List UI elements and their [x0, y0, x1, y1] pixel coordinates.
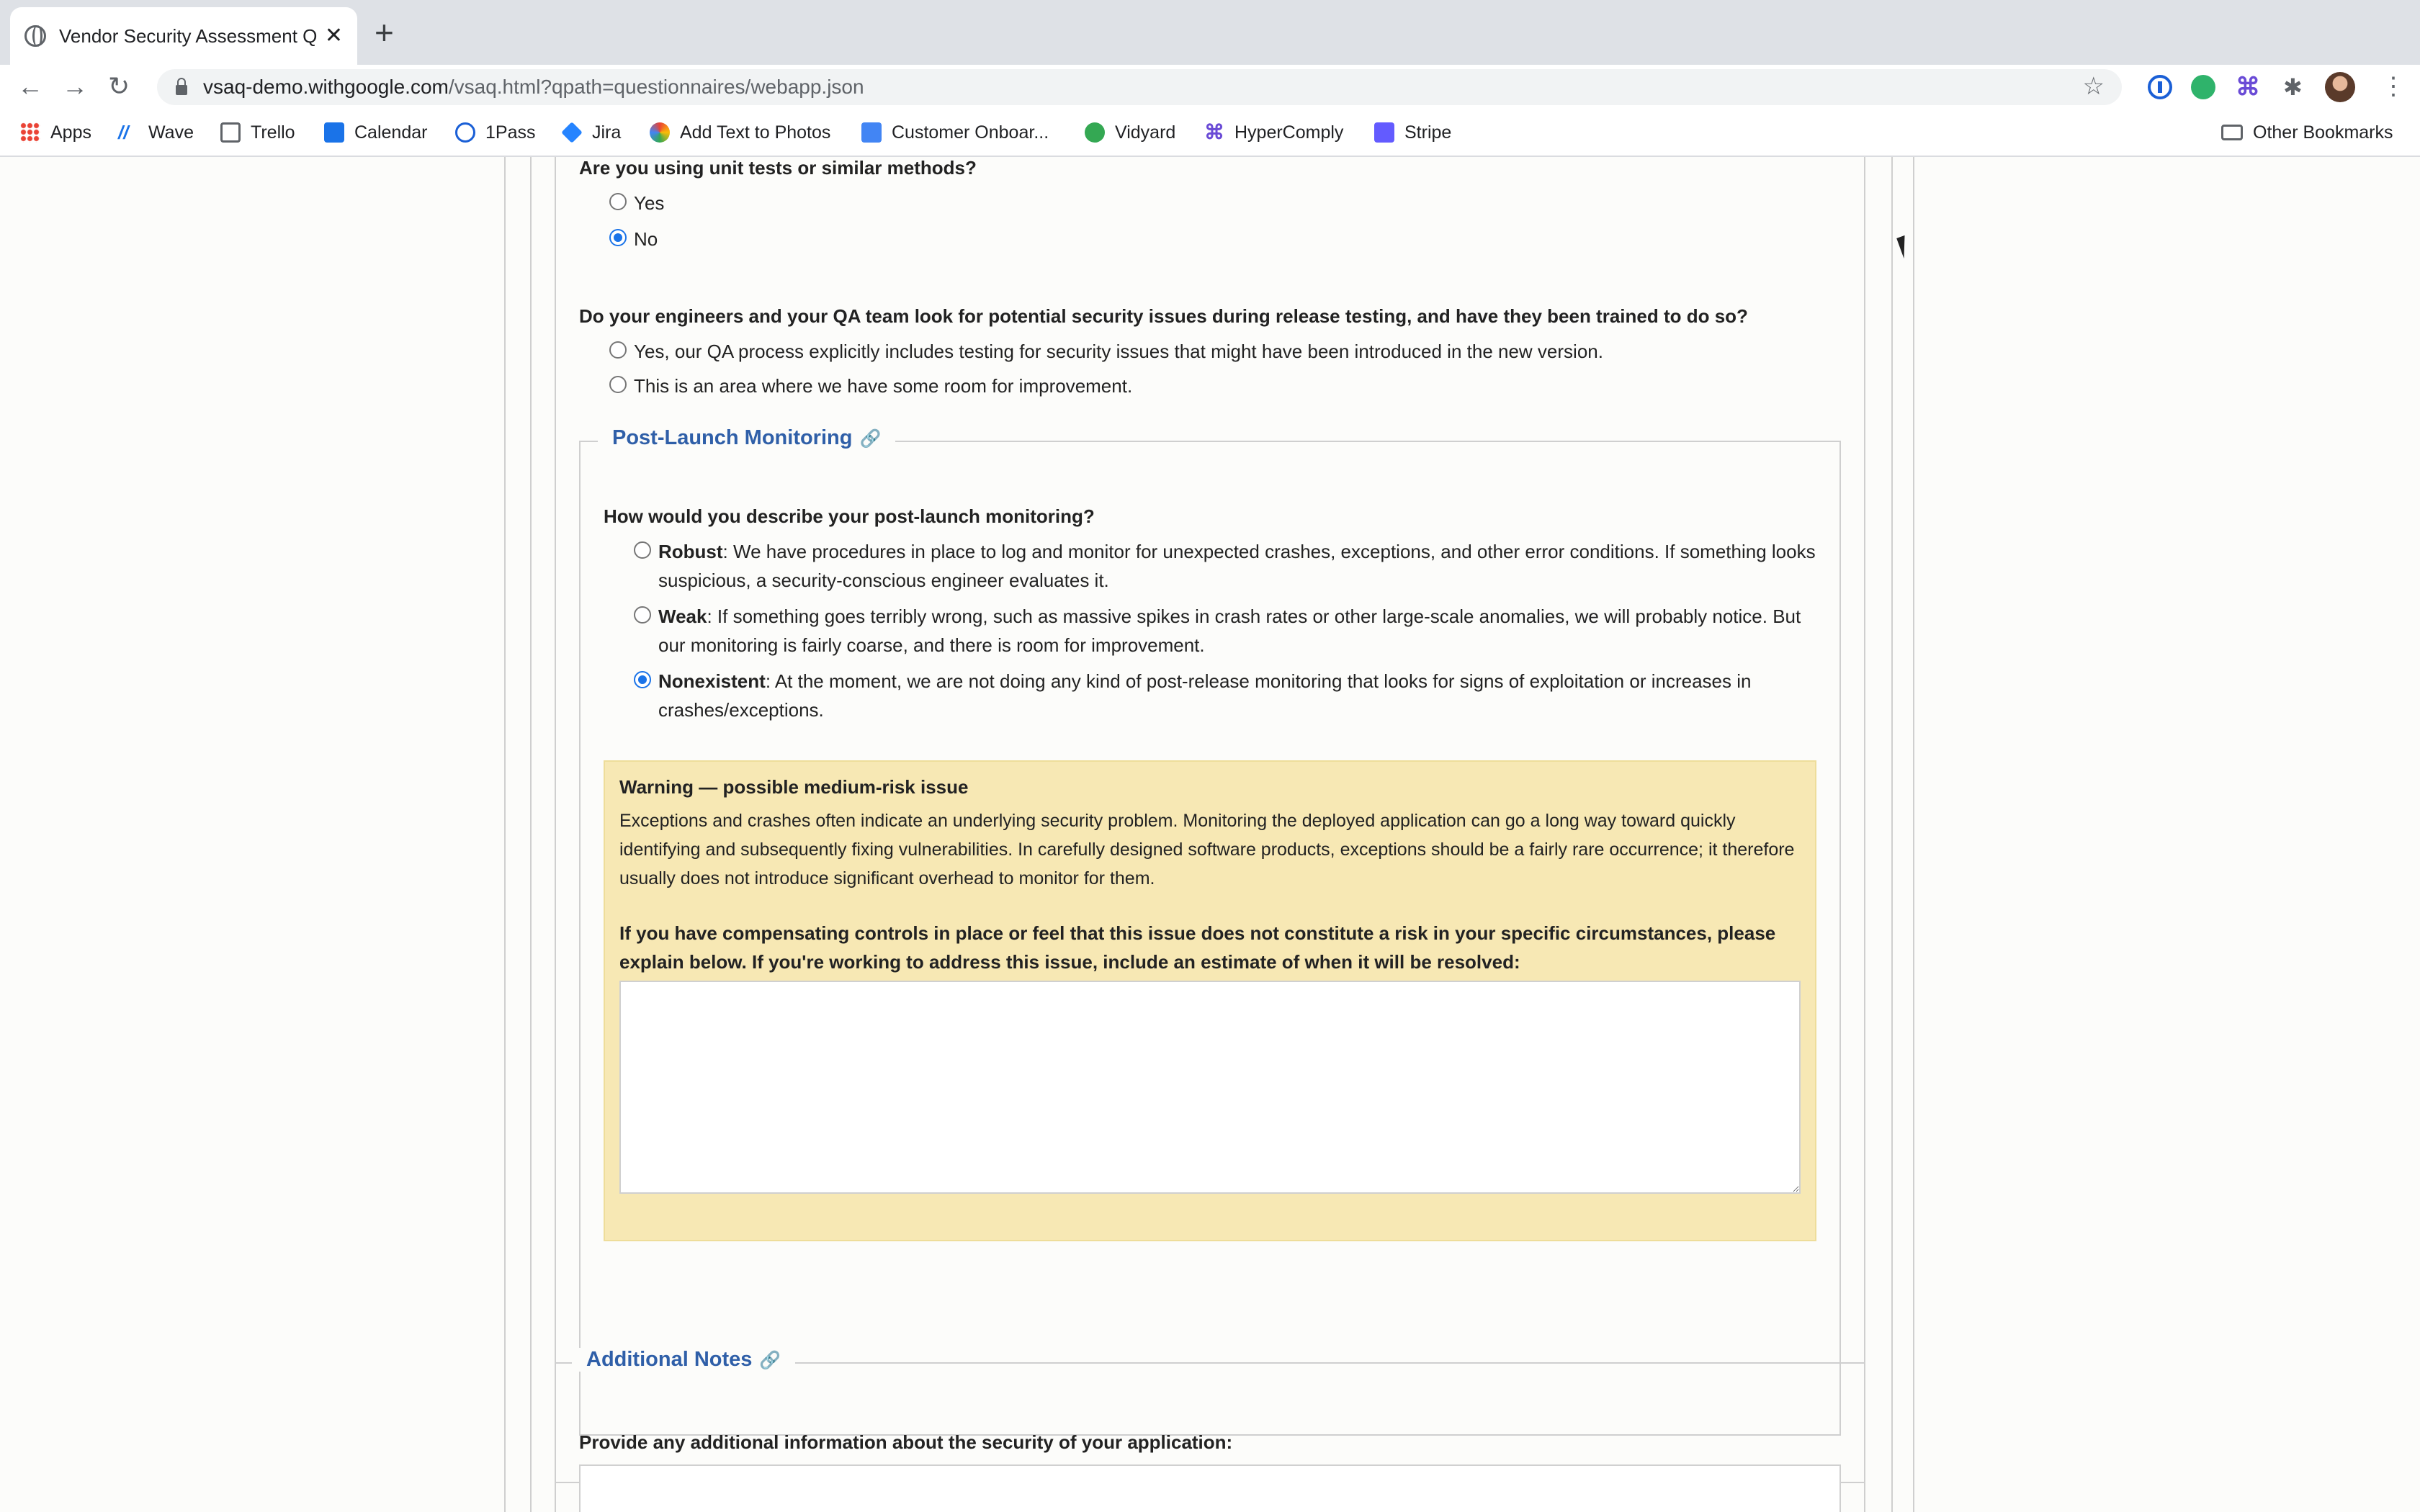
- browser-tab-active[interactable]: [10, 7, 357, 65]
- green-extension-icon[interactable]: [2191, 75, 2215, 99]
- address-bar[interactable]: [157, 69, 2122, 105]
- 1password-icon: [455, 122, 475, 143]
- question-qa-security: Do your engineers and your QA team look for potential security issues during release testing, and have they been trained to do so?: [579, 305, 1748, 327]
- option-qa-yes[interactable]: [609, 337, 1603, 366]
- warning-title: Warning — possible medium-risk issue: [619, 776, 969, 798]
- hypercomply-extension-icon[interactable]: ⌘: [2236, 73, 2260, 101]
- trello-icon: [220, 122, 241, 143]
- radio-robust[interactable]: [634, 541, 651, 559]
- bookmark-add-text[interactable]: [650, 118, 830, 147]
- wave-icon: //: [118, 122, 129, 143]
- bookmark-vidyard[interactable]: [1085, 118, 1175, 147]
- url-text[interactable]: [203, 76, 864, 99]
- additional-notes-textarea[interactable]: [579, 1464, 1841, 1512]
- option-robust-desc: : We have procedures in place to log and monitor for unexpected crashes, exceptions, and other error conditions. If something looks suspicious, a security-conscious engineer evaluates it.: [658, 541, 1816, 591]
- bookmark-label: Add Text to Photos: [680, 122, 831, 143]
- page-border-left: [504, 157, 506, 1512]
- question-additional-notes: Provide any additional information about the security of your application:: [579, 1431, 1233, 1453]
- mouse-cursor-icon: [1896, 235, 1912, 258]
- option-weak-label: Weak: [658, 606, 707, 627]
- section-title: Post-Launch Monitoring: [612, 426, 853, 449]
- browser-toolbar: [0, 65, 2420, 108]
- section-border-left: [530, 157, 532, 1512]
- bookmark-label: 1Pass: [485, 122, 536, 143]
- tab-title: Vendor Security Assessment Q: [59, 24, 318, 47]
- option-weak-text: [658, 602, 1822, 660]
- bookmark-apps[interactable]: [20, 118, 91, 147]
- tab-strip: [0, 0, 2420, 65]
- option-weak[interactable]: [634, 602, 1822, 660]
- close-tab-icon[interactable]: ✕: [324, 24, 343, 48]
- question-unit-tests: Are you using unit tests or similar methods?: [579, 157, 977, 179]
- bookmark-trello[interactable]: [220, 118, 295, 147]
- bookmark-label: Calendar: [354, 122, 428, 143]
- radio-weak[interactable]: [634, 606, 651, 624]
- option-unit-tests-yes[interactable]: [609, 189, 664, 217]
- bookmark-label: Vidyard: [1115, 122, 1176, 143]
- bookmark-label: Other Bookmarks: [2253, 122, 2393, 143]
- option-nonexistent-label: Nonexistent: [658, 670, 766, 692]
- option-label: No: [634, 228, 658, 250]
- url-path: /vsaq.html?qpath=questionnaires/webapp.json: [448, 76, 864, 98]
- stripe-icon: [1374, 122, 1394, 143]
- option-label: Yes: [634, 192, 665, 214]
- option-weak-desc: : If something goes terribly wrong, such as massive spikes in crash rates or other large-scale anomalies, we will probably notice. But our monitoring is fairly coarse, and there is room for improvement.: [658, 606, 1801, 656]
- warning-explanation-prompt: If you have compensating controls in place or feel that this issue does not constitute a risk in your specific circumstances, please explain below. If you're working to address this issue, include an estimate of when it will be resolved:: [619, 922, 1776, 973]
- bookmark-star-icon[interactable]: ☆: [2082, 73, 2105, 100]
- bookmark-wave[interactable]: [118, 118, 194, 147]
- post-launch-legend: [598, 426, 895, 450]
- option-robust-text: [658, 537, 1822, 595]
- option-qa-improvement[interactable]: [609, 372, 1132, 400]
- 1password-extension-icon[interactable]: [2148, 75, 2172, 99]
- bookmark-customer-onboarding[interactable]: [861, 118, 1049, 147]
- radio-qa-improvement[interactable]: [609, 376, 627, 393]
- reload-icon[interactable]: ↻: [108, 71, 130, 101]
- bookmark-label: Customer Onboar...: [892, 122, 1049, 143]
- apps-grid-icon: [20, 122, 40, 143]
- option-nonexistent-text: [658, 667, 1822, 724]
- vidyard-icon: [1085, 122, 1105, 143]
- page-border-right: [1913, 157, 1914, 1512]
- add-text-icon: [650, 122, 670, 143]
- document-icon: [861, 122, 882, 143]
- url-host: vsaq-demo.withgoogle.com: [203, 76, 449, 98]
- folder-icon: [2221, 125, 2243, 140]
- radio-nonexistent[interactable]: [634, 671, 651, 688]
- bookmark-label: Stripe: [1404, 122, 1452, 143]
- page-content: [0, 157, 2420, 1512]
- option-nonexistent-desc: : At the moment, we are not doing any kind of post-release monitoring that looks for signs of exploitation or increases in crashes/exceptions.: [658, 670, 1752, 721]
- jira-icon: [561, 122, 583, 143]
- link-icon[interactable]: 🔗: [759, 1351, 781, 1370]
- bookmark-label: Jira: [592, 122, 622, 143]
- globe-icon: [24, 25, 46, 47]
- profile-avatar[interactable]: [2325, 72, 2355, 102]
- bookmark-stripe[interactable]: [1374, 118, 1451, 147]
- warning-box: [604, 760, 1816, 1241]
- bookmark-label: Wave: [148, 122, 194, 143]
- browser-menu-icon[interactable]: ⋮: [2381, 73, 2406, 100]
- lock-icon[interactable]: [176, 85, 187, 95]
- bookmark-hypercomply[interactable]: [1204, 118, 1343, 147]
- bookmark-label: HyperComply: [1234, 122, 1344, 143]
- option-robust-label: Robust: [658, 541, 723, 562]
- calendar-icon: [324, 122, 344, 143]
- question-post-launch: How would you describe your post-launch monitoring?: [604, 505, 1095, 527]
- warning-explanation-textarea[interactable]: [619, 981, 1801, 1194]
- bookmark-calendar[interactable]: [324, 118, 427, 147]
- back-arrow-icon[interactable]: ←: [17, 71, 43, 101]
- option-nonexistent[interactable]: [634, 667, 1822, 724]
- option-label: Yes, our QA process explicitly includes testing for security issues that might have been introduced in the new version.: [634, 341, 1603, 362]
- forward-arrow-icon[interactable]: →: [62, 71, 88, 101]
- section-title: Additional Notes: [586, 1348, 753, 1371]
- radio-unit-tests-no[interactable]: [609, 229, 627, 246]
- additional-notes-legend: [572, 1348, 795, 1372]
- radio-qa-yes[interactable]: [609, 341, 627, 359]
- hypercomply-icon: ⌘: [1204, 121, 1224, 143]
- bookmark-1pass[interactable]: [455, 118, 535, 147]
- bookmark-jira[interactable]: [562, 118, 621, 147]
- option-robust[interactable]: [634, 537, 1822, 595]
- bookmark-label: Apps: [50, 122, 91, 143]
- extensions-puzzle-icon[interactable]: ✱: [2283, 74, 2303, 100]
- new-tab-button[interactable]: +: [375, 14, 394, 51]
- bookmark-label: Trello: [251, 122, 295, 143]
- link-icon[interactable]: 🔗: [859, 429, 882, 449]
- option-label: This is an area where we have some room for improvement.: [634, 375, 1133, 397]
- option-unit-tests-no[interactable]: [609, 225, 658, 253]
- radio-unit-tests-yes[interactable]: [609, 193, 627, 210]
- other-bookmarks[interactable]: [2221, 118, 2393, 147]
- section-border-right: [1891, 157, 1893, 1512]
- warning-body: Exceptions and crashes often indicate an underlying security problem. Monitoring the deployed application can go a long way toward quickly identifying and subsequently fixing vulnerabilities. In carefully designed software products, exceptions should be a fairly rare occurrence; it therefore usually does not introduce significant overhead to monitor for them.: [619, 811, 1795, 888]
- bookmarks-bar: [0, 108, 2420, 157]
